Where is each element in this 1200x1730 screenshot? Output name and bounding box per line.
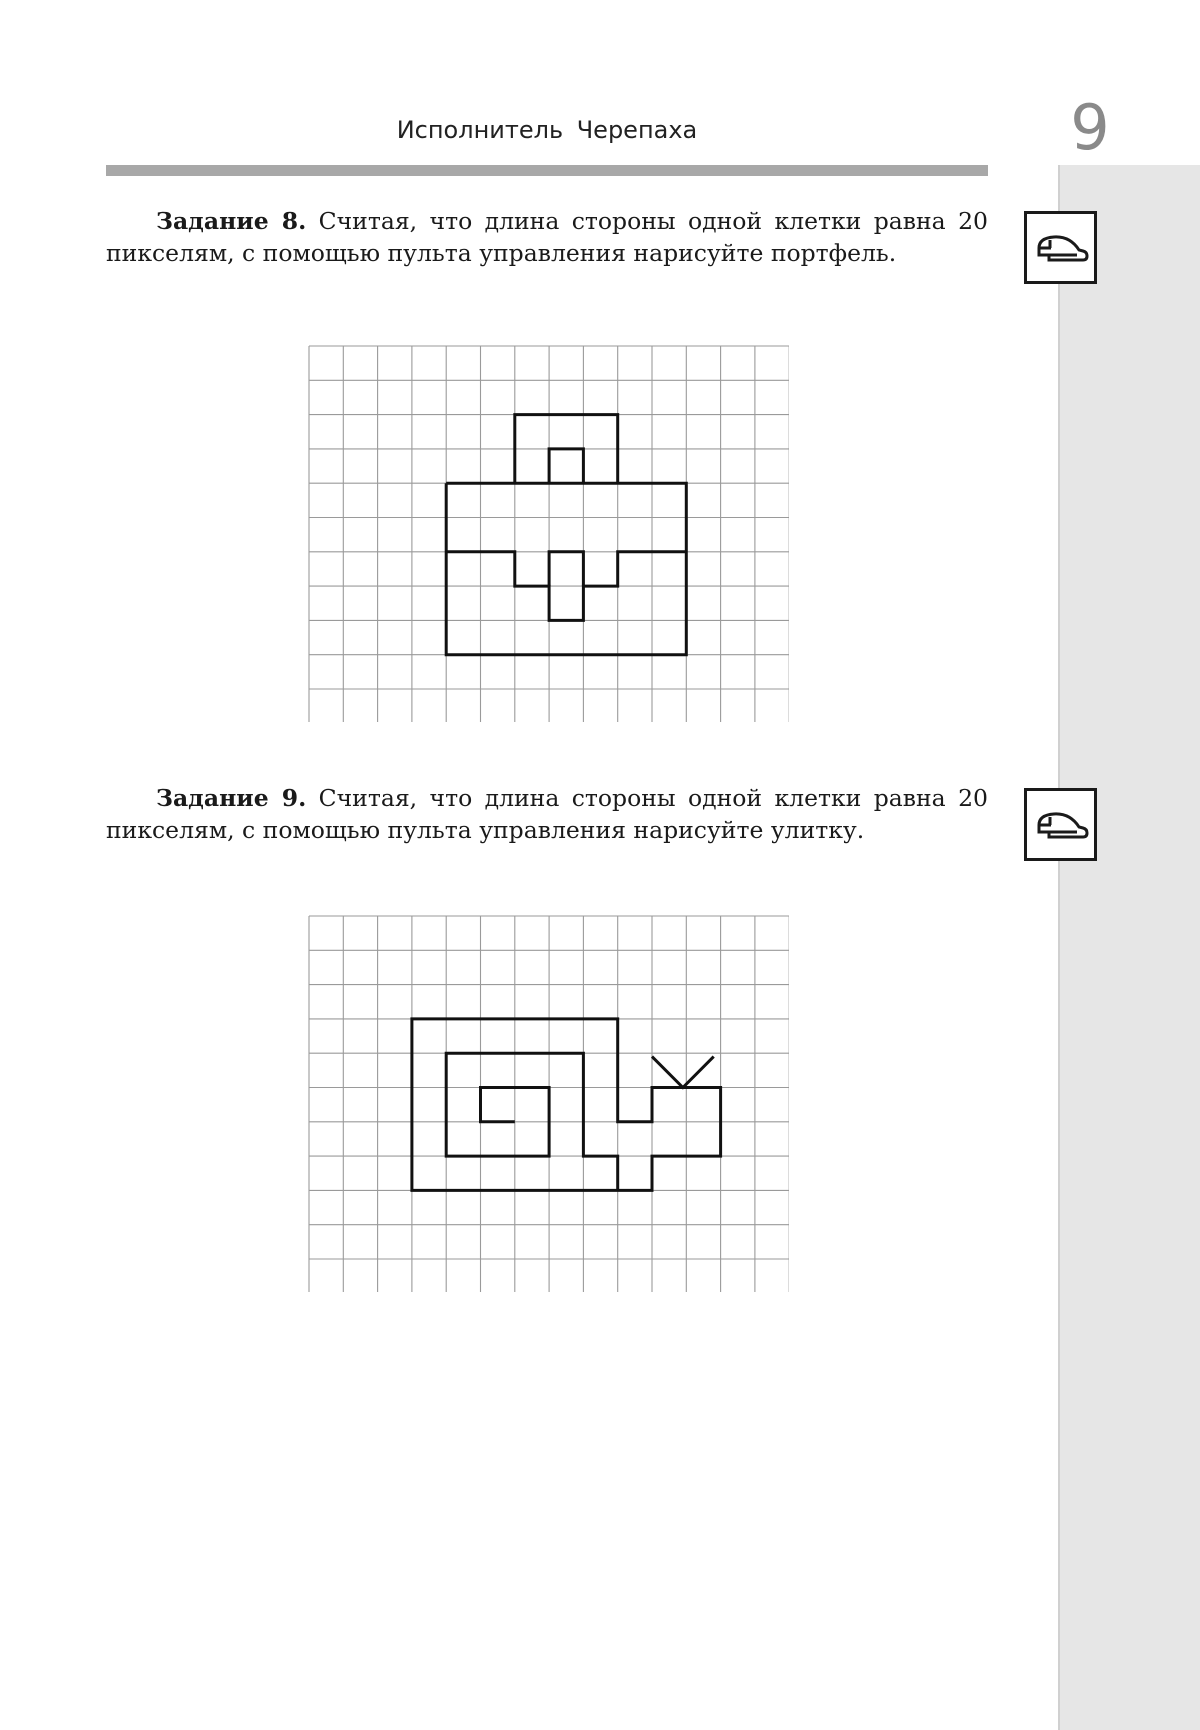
- snail-outline-path: [412, 1019, 721, 1191]
- task-8-body: Считая, что длина стороны одной клетки равна 20 пикселям, с помощью пульта управления нарисуйте портфель.: [106, 207, 988, 267]
- snail-outline-path: [652, 1057, 714, 1088]
- briefcase-outline-path: [549, 552, 583, 586]
- task-9-label: Задание 9.: [156, 784, 307, 812]
- briefcase-outline-path: [549, 449, 583, 483]
- briefcase-grid-figure: [307, 344, 789, 722]
- mouse-icon: [1024, 211, 1097, 284]
- header-rule: [106, 165, 988, 176]
- mouse-icon: [1024, 788, 1097, 861]
- task-9-body: Считая, что длина стороны одной клетки равна 20 пикселям, с помощью пульта управления нарисуйте улитку.: [106, 784, 988, 844]
- snail-grid-figure: [307, 914, 789, 1292]
- task-9-text: [106, 782, 988, 846]
- page-number: 9: [1070, 91, 1110, 164]
- running-title: Исполнитель Черепаха: [396, 116, 698, 144]
- task-8-label: Задание 8.: [156, 207, 307, 235]
- briefcase-outline-path: [446, 483, 686, 655]
- task-8-text: [106, 205, 988, 269]
- side-margin-strip: [1058, 165, 1200, 1730]
